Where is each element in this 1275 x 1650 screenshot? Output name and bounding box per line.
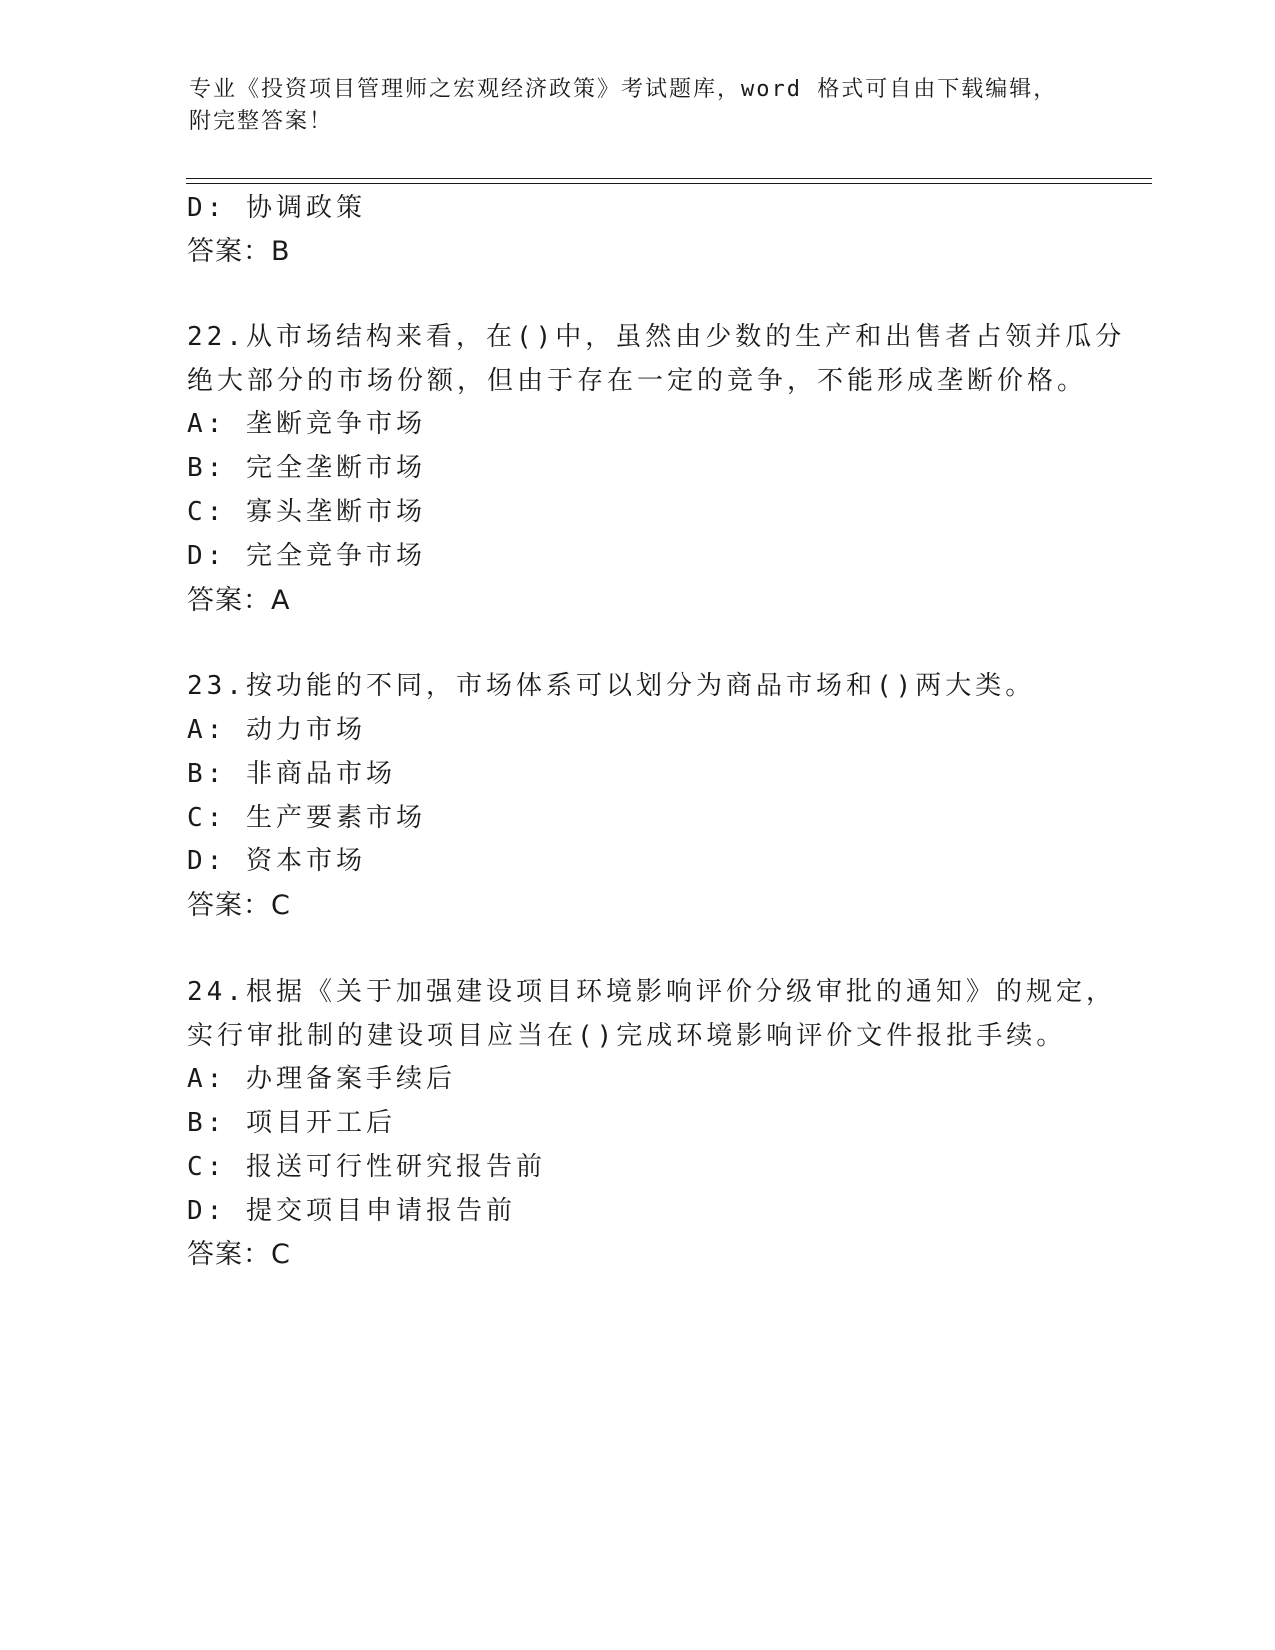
q24-option-d: D: 提交项目申请报告前 [187,1196,516,1226]
q23-option-b: B: 非商品市场 [187,759,396,789]
header-line-1: 专业《投资项目管理师之宏观经济政策》考试题库，word 格式可自由下载编辑， [189,77,1058,102]
q24-stem-line-1: 24.根据《关于加强建设项目环境影响评价分级审批的通知》的规定， [187,977,1116,1007]
q22-option-a: A: 垄断竞争市场 [187,409,426,439]
header-divider-top [186,178,1152,179]
q23-option-d: D: 资本市场 [187,846,366,876]
q23-option-c: C: 生产要素市场 [187,803,426,833]
q24-option-c: C: 报送可行性研究报告前 [187,1152,546,1182]
header-divider-bottom [186,183,1152,184]
q22-answer: 答案：A [187,585,291,616]
q24-option-a: A: 办理备案手续后 [187,1064,456,1094]
q23-option-a: A: 动力市场 [187,715,366,745]
document-header [189,74,1089,138]
prev-answer: 答案：B [187,236,291,267]
q24-stem-line-2: 实行审批制的建设项目应当在()完成环境影响评价文件报批手续。 [187,1021,1067,1051]
prev-option-d: D: 协调政策 [187,193,366,223]
header-line-2: 附完整答案！ [189,109,334,134]
q24-answer: 答案：C [187,1239,291,1270]
q23-stem-line-1: 23.按功能的不同，市场体系可以划分为商品市场和()两大类。 [187,671,1036,701]
q22-option-b: B: 完全垄断市场 [187,453,426,483]
q22-option-d: D: 完全竞争市场 [187,541,426,571]
q22-stem-line-2: 绝大部分的市场份额，但由于存在一定的竞争，不能形成垄断价格。 [187,366,1088,396]
q23-answer: 答案：C [187,890,291,921]
q22-stem-line-1: 22.从市场结构来看，在()中，虽然由少数的生产和出售者占领并瓜分 [187,322,1126,352]
q24-option-b: B: 项目开工后 [187,1108,396,1138]
q22-option-c: C: 寡头垄断市场 [187,497,426,527]
